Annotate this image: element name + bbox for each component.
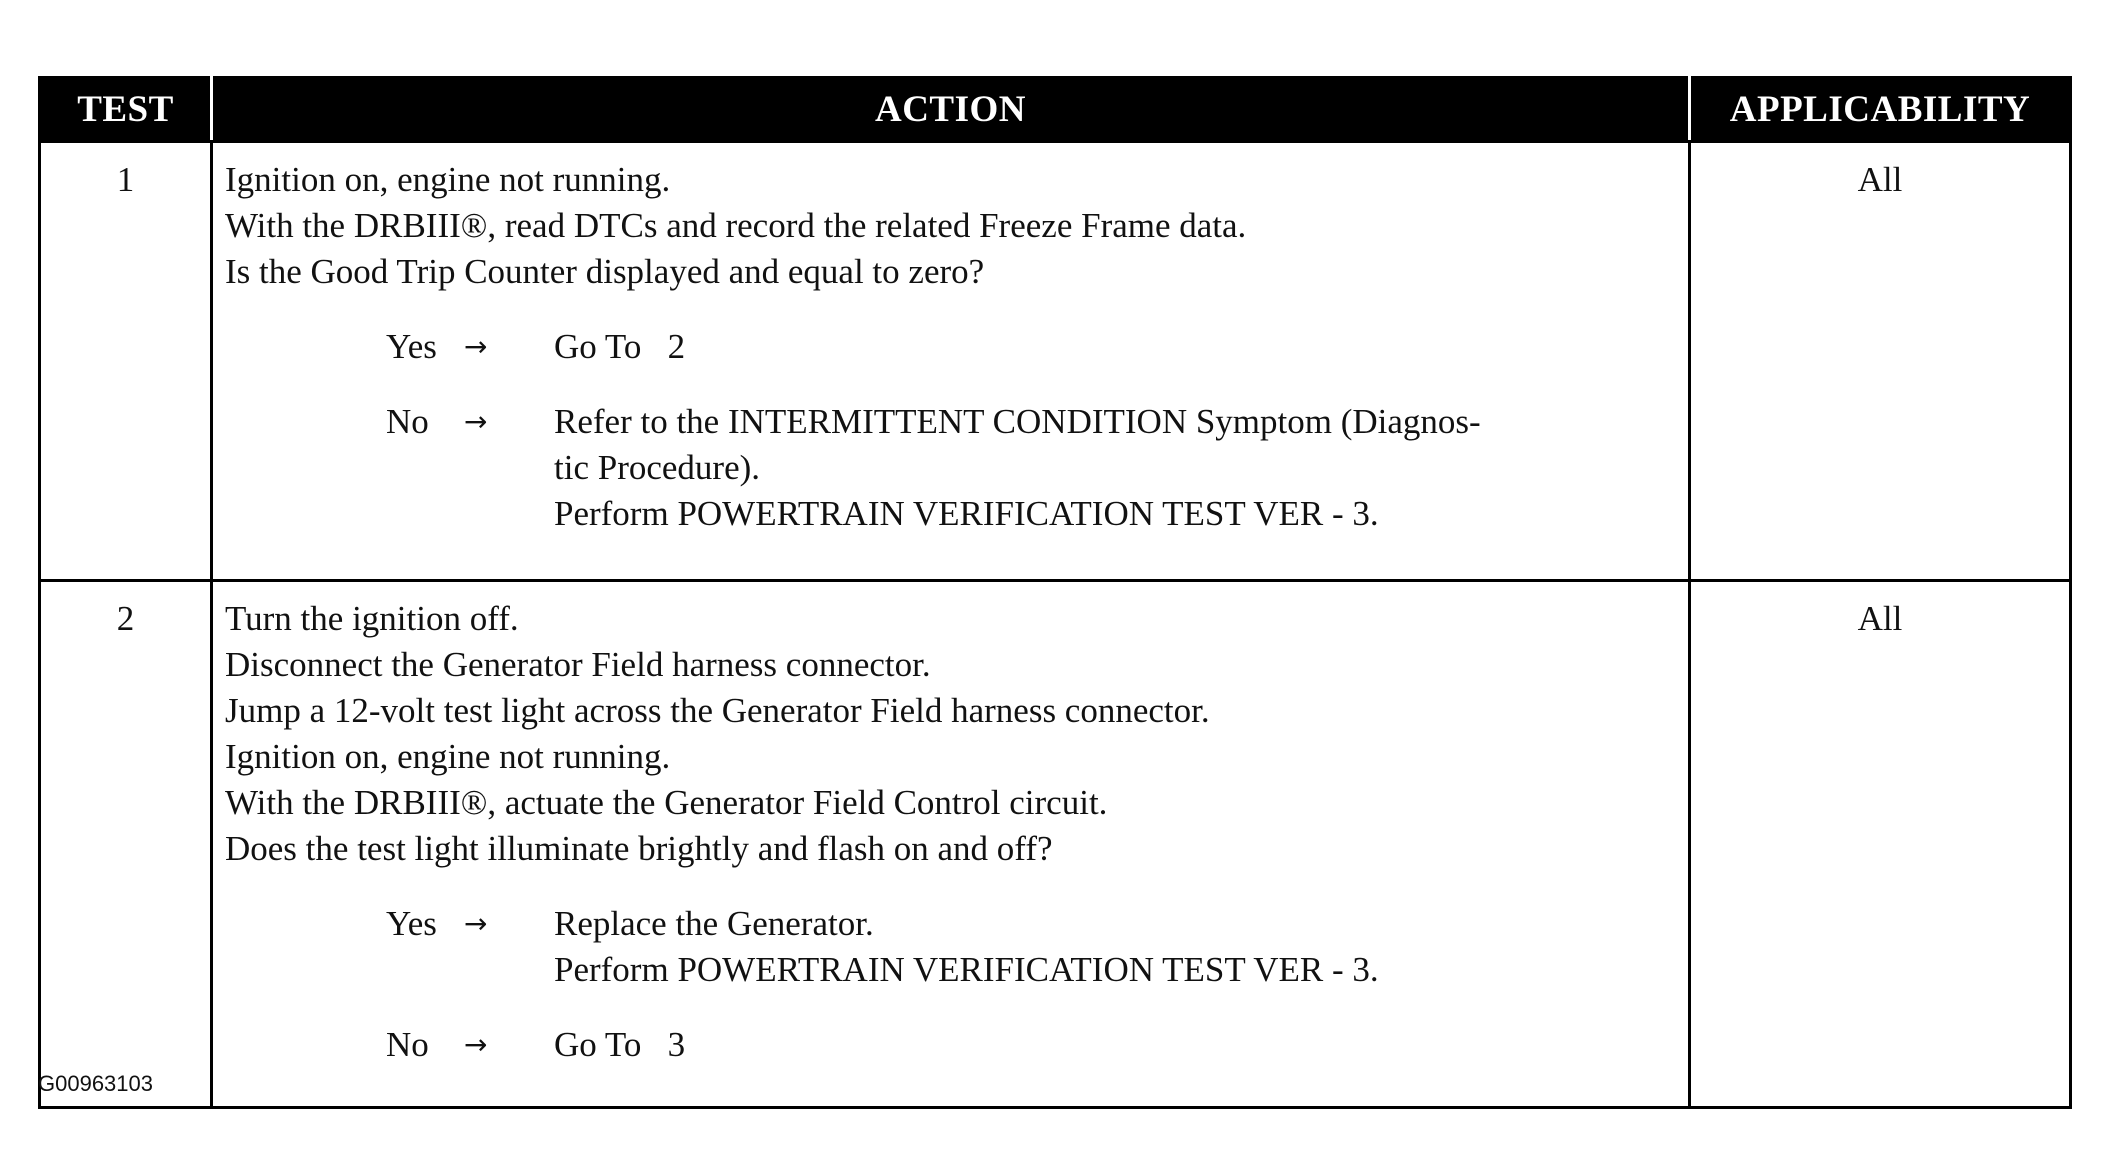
yes-outcome — [386, 324, 1676, 370]
no-result-line: tic Procedure). — [554, 448, 761, 487]
no-label: No — [386, 402, 429, 441]
action-step: Disconnect the Generator Field harness connector. — [225, 645, 931, 684]
test-number: 2 — [40, 581, 212, 1108]
action-cell — [212, 142, 1690, 581]
no-outcome — [386, 399, 1676, 537]
yes-result-line: Perform POWERTRAIN VERIFICATION TEST VER - 3. — [554, 950, 1379, 989]
no-result-line: Go To 3 — [554, 1025, 686, 1064]
applicability-value: All — [1690, 142, 2071, 581]
no-result — [554, 399, 1676, 537]
column-header-action: ACTION — [212, 78, 1690, 142]
no-outcome — [386, 1022, 1676, 1068]
yes-result — [554, 901, 1676, 993]
action-step: With the DRBIII®, read DTCs and record the related Freeze Frame data. — [225, 206, 1247, 245]
action-cell — [212, 581, 1690, 1108]
no-result-line: Refer to the INTERMITTENT CONDITION Symptom (Diagnos- — [554, 402, 1481, 441]
right-arrow-icon: → — [464, 1028, 488, 1061]
table-row — [40, 581, 2071, 1108]
test-number: 1 — [40, 142, 212, 581]
no-label: No — [386, 1025, 429, 1064]
applicability-value: All — [1690, 581, 2071, 1108]
action-step: With the DRBIII®, actuate the Generator Field Control circuit. — [225, 783, 1108, 822]
yes-result-line: Replace the Generator. — [554, 904, 874, 943]
no-result — [554, 1022, 1676, 1068]
table-header-row — [40, 78, 2071, 142]
yes-outcome — [386, 901, 1676, 993]
column-header-applicability: APPLICABILITY — [1690, 78, 2071, 142]
right-arrow-icon: → — [464, 907, 488, 940]
diagnostic-test-table — [38, 76, 2072, 1109]
action-step: Turn the ignition off. — [225, 599, 519, 638]
no-result-line: Perform POWERTRAIN VERIFICATION TEST VER - 3. — [554, 494, 1379, 533]
right-arrow-icon: → — [464, 330, 488, 363]
action-step: Ignition on, engine not running. — [225, 160, 671, 199]
yes-label: Yes — [386, 327, 437, 366]
yes-result-line: Go To 2 — [554, 327, 686, 366]
column-header-test: TEST — [40, 78, 212, 142]
figure-id: G00963103 — [38, 1071, 153, 1096]
table-row — [40, 142, 2071, 581]
yes-label: Yes — [386, 904, 437, 943]
right-arrow-icon: → — [464, 405, 488, 438]
action-step: Jump a 12-volt test light across the Generator Field harness connector. — [225, 691, 1210, 730]
action-step: Does the test light illuminate brightly and flash on and off? — [225, 829, 1053, 868]
yes-result — [554, 324, 1676, 370]
action-step: Ignition on, engine not running. — [225, 737, 671, 776]
action-step: Is the Good Trip Counter displayed and equal to zero? — [225, 252, 985, 291]
